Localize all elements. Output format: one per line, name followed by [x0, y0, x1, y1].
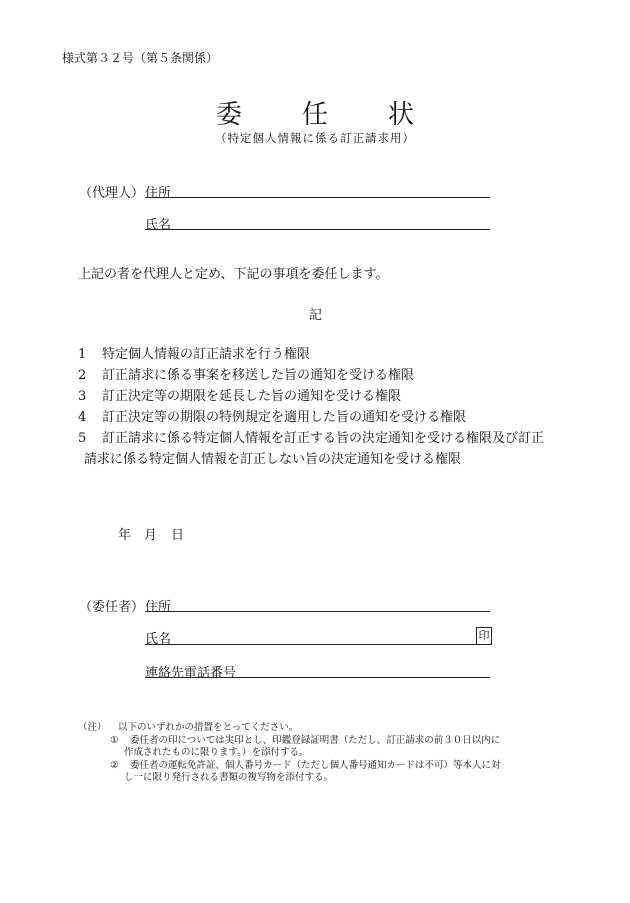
form-number: 様式第３２号（第５条関係）: [62, 51, 219, 65]
notes-intro: 以下のいずれかの措置をとってください。: [118, 722, 299, 733]
delegation-statement: 上記の者を代理人と定め、下記の事項を委任します。: [78, 267, 389, 282]
item-number: 4: [78, 410, 87, 425]
title-char: 状: [388, 100, 415, 130]
item-number: 1: [78, 347, 87, 362]
item-number: 3: [78, 389, 87, 404]
note-item: [78, 760, 578, 785]
item-number: 5: [78, 431, 87, 446]
item-text: 訂正請求に係る事案を移送した旨の通知を受ける権限: [102, 368, 415, 383]
note-text: 委任者の運転免許証、個人番号カード（ただし個人番号通知カードは不可）等本人に対: [130, 759, 501, 771]
date-month-label: 月: [144, 528, 158, 543]
item-text: 訂正決定等の期限を延長した旨の通知を受ける権限: [102, 389, 402, 404]
note-text: 作成されたものに限ります。）を添付する。: [124, 747, 309, 758]
principal-address-label: 住所: [145, 600, 172, 615]
item-text: 請求に係る特定個人情報を訂正しない旨の決定通知を受ける権限: [84, 452, 462, 467]
note-mark: ①: [110, 734, 119, 746]
notes-label: （注）: [78, 722, 107, 733]
agent-role-label: （代理人）: [79, 186, 145, 201]
item-number: 2: [78, 368, 87, 383]
principal-phone-label: 連絡先電話番号: [145, 666, 237, 681]
seal-mark: 印: [476, 627, 492, 645]
agent-name-line[interactable]: [145, 229, 490, 230]
list-item: [78, 386, 598, 407]
list-item: [78, 365, 598, 386]
document-title: [0, 94, 630, 131]
title-char: 委: [215, 100, 242, 130]
list-item: [78, 407, 598, 428]
principal-address-line[interactable]: [145, 611, 490, 612]
document-subtitle: （特定個人情報に係る訂正請求用）: [215, 131, 415, 145]
agent-address-label: 住所: [145, 186, 172, 201]
principal-phone-line[interactable]: [145, 677, 490, 678]
note-text: 委任者の印については実印とし、印鑑登録証明書（ただし、訂正請求の前３０日以内に: [130, 734, 501, 746]
agent-address-line[interactable]: [145, 197, 490, 198]
item-text: 訂正請求に係る特定個人情報を訂正する旨の決定通知を受ける権限及び訂正: [102, 431, 545, 446]
authority-list: [78, 344, 598, 470]
title-char: 任: [301, 100, 328, 130]
note-text: し一に限り発行される書類の複写物を添付する。: [124, 772, 334, 783]
date-year-label: 年: [118, 528, 132, 543]
note-item: [78, 735, 578, 760]
principal-name-line[interactable]: [145, 644, 490, 645]
item-text: 特定個人情報の訂正請求を行う権限: [102, 347, 311, 362]
principal-role-label: （委任者）: [79, 600, 145, 615]
list-item: [78, 344, 598, 365]
date-day-label: 日: [171, 528, 185, 543]
ki-heading: 記: [309, 308, 323, 323]
note-mark: ②: [110, 759, 119, 771]
list-item-continuation: [78, 449, 598, 470]
notes-section: [78, 722, 578, 785]
list-item: [78, 428, 598, 449]
principal-name-label: 氏名: [145, 632, 172, 647]
agent-name-label: 氏名: [145, 218, 172, 233]
item-text: 訂正決定等の期限の特例規定を適用した旨の通知を受ける権限: [102, 410, 467, 425]
notes-header: [78, 722, 578, 735]
